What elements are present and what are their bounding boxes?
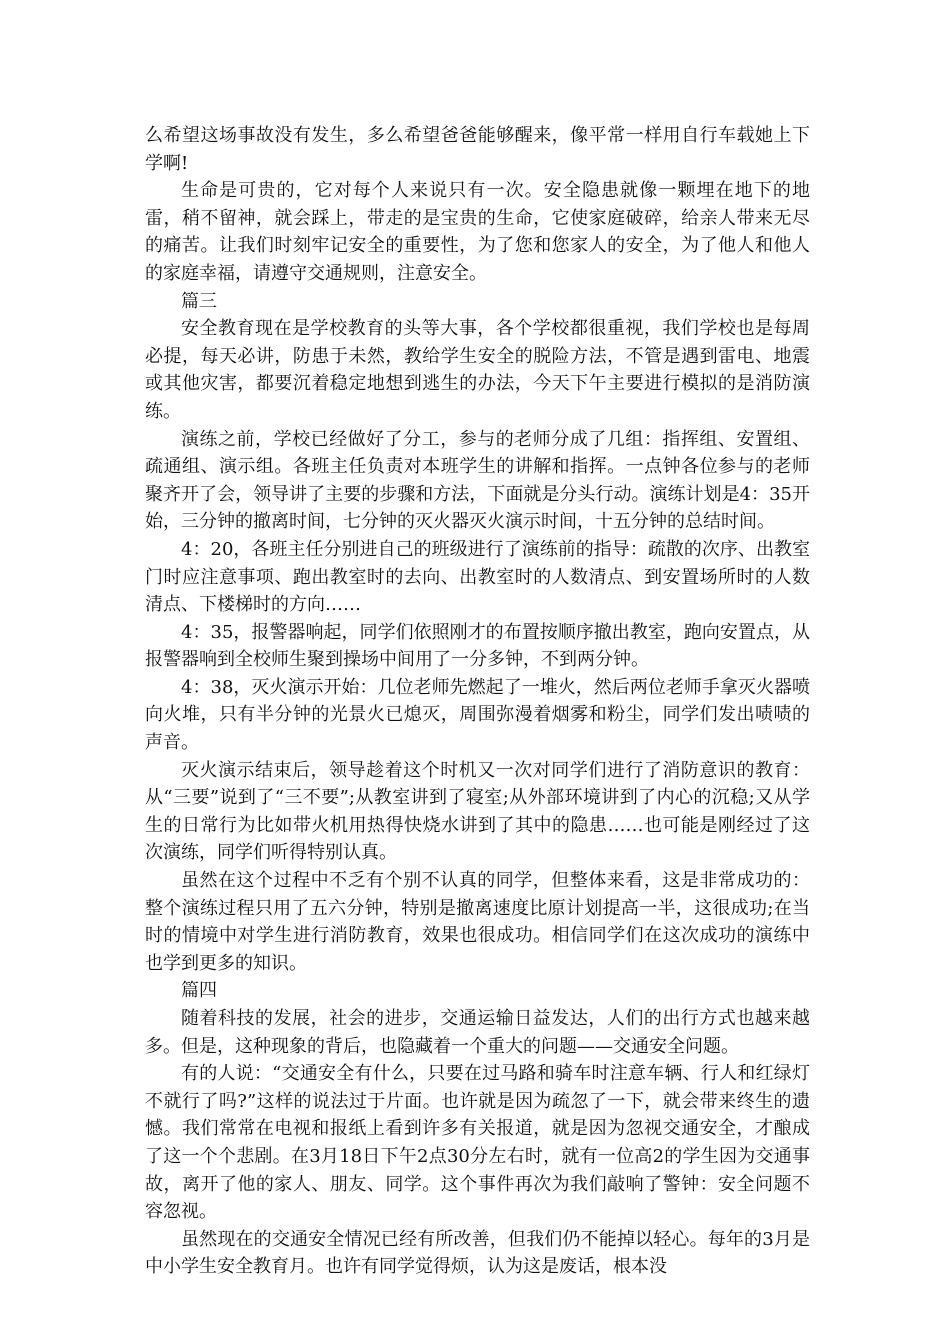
section-heading: 篇四 bbox=[181, 980, 217, 1002]
paragraph: 4：20，各班主任分别进自己的班级进行了演练前的指导：疏散的次序、出教室门时应注意事项、跑出教室时的去向、出教室时的人数清点、到安置场所时的人数清点、下楼梯时的方向…… bbox=[145, 538, 810, 616]
paragraph: 演练之前，学校已经做好了分工，参与的老师分成了几组：指挥组、安置组、疏通组、演示组。各班主任负责对本班学生的讲解和指挥。一点钟各位参与的老师聚齐开了会，领导讲了主要的步骤和方法，下面就是分头行动。演练计划是4：35开始，三分钟的撤离时间，七分钟的灭火器灭火演示时间，十五分钟的总结时间。 bbox=[145, 428, 810, 533]
paragraph: 么希望这场事故没有发生，多么希望爸爸能够醒来，像平常一样用自行车载她上下学啊! bbox=[145, 125, 810, 174]
paragraph: 有的人说：“交通安全有什么，只要在过马路和骑车时注意车辆、行人和红绿灯不就行了吗?”这样的说法过于片面。也许就是因为疏忽了一下，就会带来终生的遗憾。我们常常在电视和报纸上看到许多有关报道，就是因为忽视交通安全，才酿成了这一个个悲剧。在3月18日下午2点30分左右时，就有一位高2的学生因为交通事故，离开了他的家人、朋友、同学。这个事件再次为我们敲响了警钟：安全问题不容忽视。 bbox=[145, 1063, 810, 1223]
paragraph: 4：38，灭火演示开始：几位老师先燃起了一堆火，然后两位老师手拿灭火器喷向火堆，只有半分钟的光景火已熄灭，周围弥漫着烟雾和粉尘，同学们发出啧啧的声音。 bbox=[145, 676, 810, 754]
section-heading: 篇三 bbox=[181, 290, 217, 312]
document-page bbox=[145, 122, 810, 1281]
paragraph: 生命是可贵的，它对每个人来说只有一次。安全隐患就像一颗埋在地下的地雷，稍不留神，就会踩上，带走的是宝贵的生命，它使家庭破碎，给亲人带来无尽的痛苦。让我们时刻牢记安全的重要性，为了您和您家人的安全，为了他人和他人的家庭幸福，请遵守交通规则，注意安全。 bbox=[145, 180, 810, 284]
paragraph: 安全教育现在是学校教育的头等大事，各个学校都很重视，我们学校也是每周必提，每天必讲，防患于未然，教给学生安全的脱险方法，不管是遇到雷电、地震或其他灾害，都要沉着稳定地想到逃生的办法，今天下午主要进行模拟的是消防演练。 bbox=[145, 318, 810, 422]
paragraph: 随着科技的发展，社会的进步，交通运输日益发达，人们的出行方式也越来越多。但是，这种现象的背后，也隐藏着一个重大的问题——交通安全问题。 bbox=[145, 1008, 810, 1057]
paragraph: 虽然在这个过程中不乏有个别不认真的同学，但整体来看，这是非常成功的：整个演练过程只用了五六分钟，特别是撤离速度比原计划提高一半，这很成功;在当时的情境中对学生进行消防教育，效果也很成功。相信同学们在这次成功的演练中也学到更多的知识。 bbox=[145, 870, 810, 974]
paragraph: 灭火演示结束后，领导趁着这个时机又一次对同学们进行了消防意识的教育：从“三要”说到了“三不要”;从教室讲到了寝室;从外部环境讲到了内心的沉稳;又从学生的日常行为比如带火机用热得快烧水讲到了其中的隐患……也可能是刚经过了这次演练，同学们听得特别认真。 bbox=[145, 759, 810, 864]
paragraph: 虽然现在的交通安全情况已经有所改善，但我们仍不能掉以轻心。每年的3月是中小学生安全教育月。也许有同学觉得烦，认为这是废话，根本没 bbox=[145, 1228, 810, 1278]
paragraph: 4：35，报警器响起，同学们依照刚才的布置按顺序撤出教室，跑向安置点，从报警器响到全校师生聚到操场中间用了一分多钟，不到两分钟。 bbox=[145, 621, 810, 671]
